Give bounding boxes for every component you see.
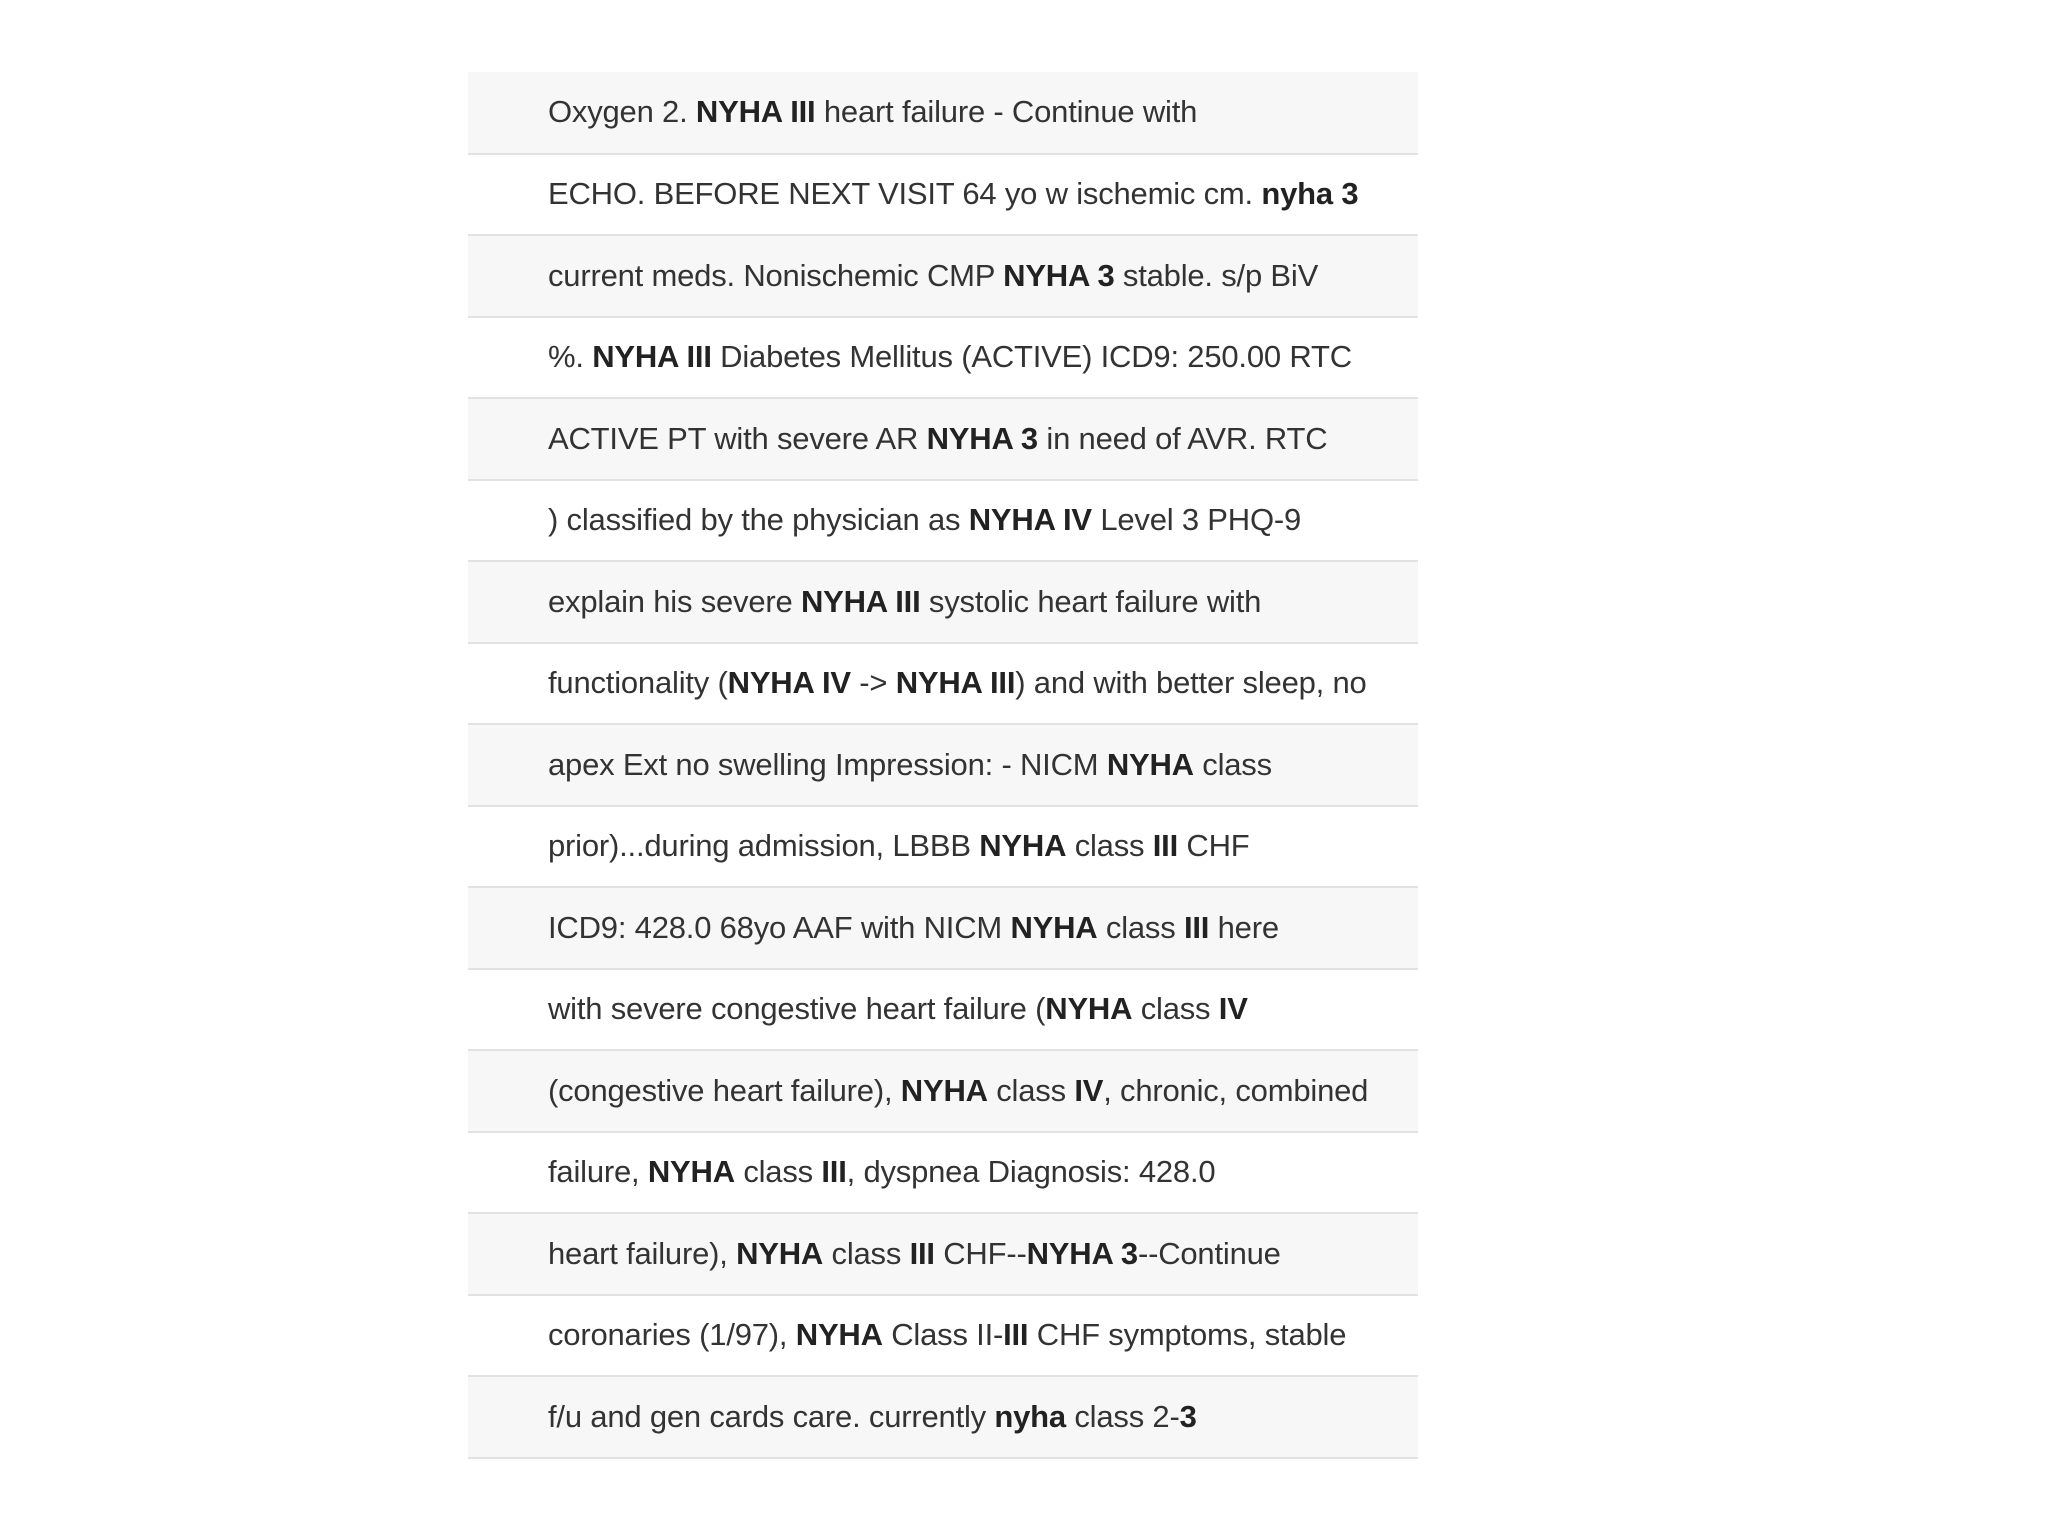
snippet-text: stable. s/p BiV	[1114, 257, 1319, 293]
snippet-text: class	[987, 1072, 1075, 1108]
snippet-text: class	[823, 1235, 910, 1271]
snippet-text: CHF symptoms, stable	[1028, 1317, 1347, 1353]
table-row	[468, 154, 1418, 236]
snippet-cell	[468, 154, 1418, 236]
table-row	[468, 1132, 1418, 1214]
highlighted-term: NYHA	[647, 1154, 735, 1190]
snippet-text: current meds. Nonischemic CMP	[548, 257, 1004, 293]
highlighted-term: III	[1183, 909, 1210, 945]
snippet-text: in need of AVR. RTC	[1037, 420, 1328, 456]
snippet-text: functionality (	[548, 665, 728, 701]
snippet-cell	[468, 1295, 1418, 1377]
snippet-cell	[468, 1050, 1418, 1132]
table-row	[468, 480, 1418, 562]
highlighted-term: NYHA 3	[1026, 1235, 1138, 1271]
snippet-text: (congestive heart failure),	[548, 1072, 901, 1108]
snippet-cell	[468, 72, 1418, 154]
snippet-cell	[468, 561, 1418, 643]
highlighted-term: NYHA	[1010, 909, 1098, 945]
snippet-text: class 2-	[1065, 1398, 1180, 1434]
snippet-text: class	[1193, 746, 1272, 782]
highlighted-term: nyha 3	[1261, 176, 1359, 212]
table-row	[468, 969, 1418, 1051]
snippet-cell	[468, 724, 1418, 806]
highlighted-term: NYHA III	[695, 94, 816, 130]
snippet-cell	[468, 1132, 1418, 1214]
snippet-cell	[468, 643, 1418, 725]
snippet-text: ->	[850, 665, 896, 701]
snippet-text: CHF--	[934, 1235, 1027, 1271]
highlighted-term: III	[909, 1235, 935, 1271]
snippet-text: prior)...during admission, LBBB	[548, 828, 980, 864]
snippet-text: failure,	[548, 1154, 648, 1190]
table-row	[468, 235, 1418, 317]
highlighted-term: NYHA	[900, 1072, 988, 1108]
highlighted-term: NYHA III	[895, 665, 1016, 701]
snippet-cell	[468, 887, 1418, 969]
snippet-text: heart failure),	[548, 1235, 737, 1271]
snippet-text: ACTIVE PT with severe AR	[548, 420, 927, 456]
snippet-text: class	[1132, 991, 1219, 1027]
highlighted-term: NYHA 3	[1003, 257, 1115, 293]
snippet-text: ) and with better sleep, no	[1015, 665, 1367, 701]
table-row	[468, 1295, 1418, 1377]
highlighted-term: NYHA	[795, 1317, 883, 1353]
snippet-text: ) classified by the physician as	[548, 502, 969, 538]
snippet-cell	[468, 969, 1418, 1051]
snippet-text: , chronic, combined	[1103, 1072, 1369, 1108]
snippet-cell	[468, 480, 1418, 562]
highlighted-term: NYHA IV	[968, 502, 1092, 538]
snippet-cell	[468, 806, 1418, 888]
table-row	[468, 643, 1418, 725]
snippet-text: heart failure - Continue with	[815, 94, 1198, 130]
snippet-text: Oxygen 2.	[548, 94, 696, 130]
highlighted-term: NYHA	[979, 828, 1067, 864]
snippet-text: Level 3 PHQ-9	[1091, 502, 1302, 538]
snippet-text: with severe congestive heart failure (	[548, 991, 1046, 1027]
snippet-cell	[468, 398, 1418, 480]
table-row	[468, 72, 1418, 154]
highlighted-term: nyha	[994, 1398, 1066, 1434]
snippet-text: systolic heart failure with	[920, 583, 1262, 619]
highlighted-term: NYHA	[736, 1235, 824, 1271]
table-row	[468, 806, 1418, 888]
snippet-table	[468, 72, 1418, 1459]
highlighted-term: NYHA III	[800, 583, 921, 619]
highlighted-term: NYHA	[1106, 746, 1194, 782]
highlighted-term: III	[1003, 1317, 1029, 1353]
table-row	[468, 398, 1418, 480]
highlighted-term: III	[821, 1154, 847, 1190]
snippet-text: coronaries (1/97),	[548, 1317, 796, 1353]
table-row	[468, 887, 1418, 969]
snippet-text: Diabetes Mellitus (ACTIVE) ICD9: 250.00 RTC	[711, 339, 1352, 375]
highlighted-term: IV	[1074, 1072, 1104, 1108]
snippet-text: %.	[548, 339, 593, 375]
snippet-text: ECHO. BEFORE NEXT VISIT 64 yo w ischemic cm.	[548, 176, 1262, 212]
highlighted-term: IV	[1218, 991, 1248, 1027]
snippet-text: Class II-	[882, 1317, 1004, 1353]
snippet-text: apex Ext no swelling Impression: - NICM	[548, 746, 1107, 782]
snippet-text: class	[734, 1154, 822, 1190]
table-row	[468, 724, 1418, 806]
snippet-cell	[468, 317, 1418, 399]
snippet-text: f/u and gen cards care. currently	[548, 1398, 995, 1434]
snippet-cell	[468, 1213, 1418, 1295]
highlighted-term: III	[1152, 828, 1178, 864]
snippet-text: here	[1209, 909, 1279, 945]
table-row	[468, 1213, 1418, 1295]
table-row	[468, 561, 1418, 643]
snippet-text: ICD9: 428.0 68yo AAF with NICM	[548, 909, 1011, 945]
highlighted-term: NYHA	[1045, 991, 1133, 1027]
table-row	[468, 317, 1418, 399]
snippet-table-body	[468, 72, 1418, 1458]
table-row	[468, 1376, 1418, 1458]
snippet-cell	[468, 235, 1418, 317]
table-row	[468, 1050, 1418, 1132]
highlighted-term: NYHA 3	[926, 420, 1038, 456]
highlighted-term: NYHA III	[592, 339, 712, 375]
snippet-text: class	[1097, 909, 1184, 945]
highlighted-term: 3	[1179, 1398, 1197, 1434]
snippet-text: , dyspnea Diagnosis: 428.0	[846, 1154, 1216, 1190]
snippet-text: class	[1066, 828, 1153, 864]
highlighted-term: NYHA IV	[727, 665, 851, 701]
snippet-text: CHF	[1178, 828, 1250, 864]
snippet-text: explain his severe	[548, 583, 801, 619]
snippet-text: --Continue	[1137, 1235, 1281, 1271]
snippet-cell	[468, 1376, 1418, 1458]
